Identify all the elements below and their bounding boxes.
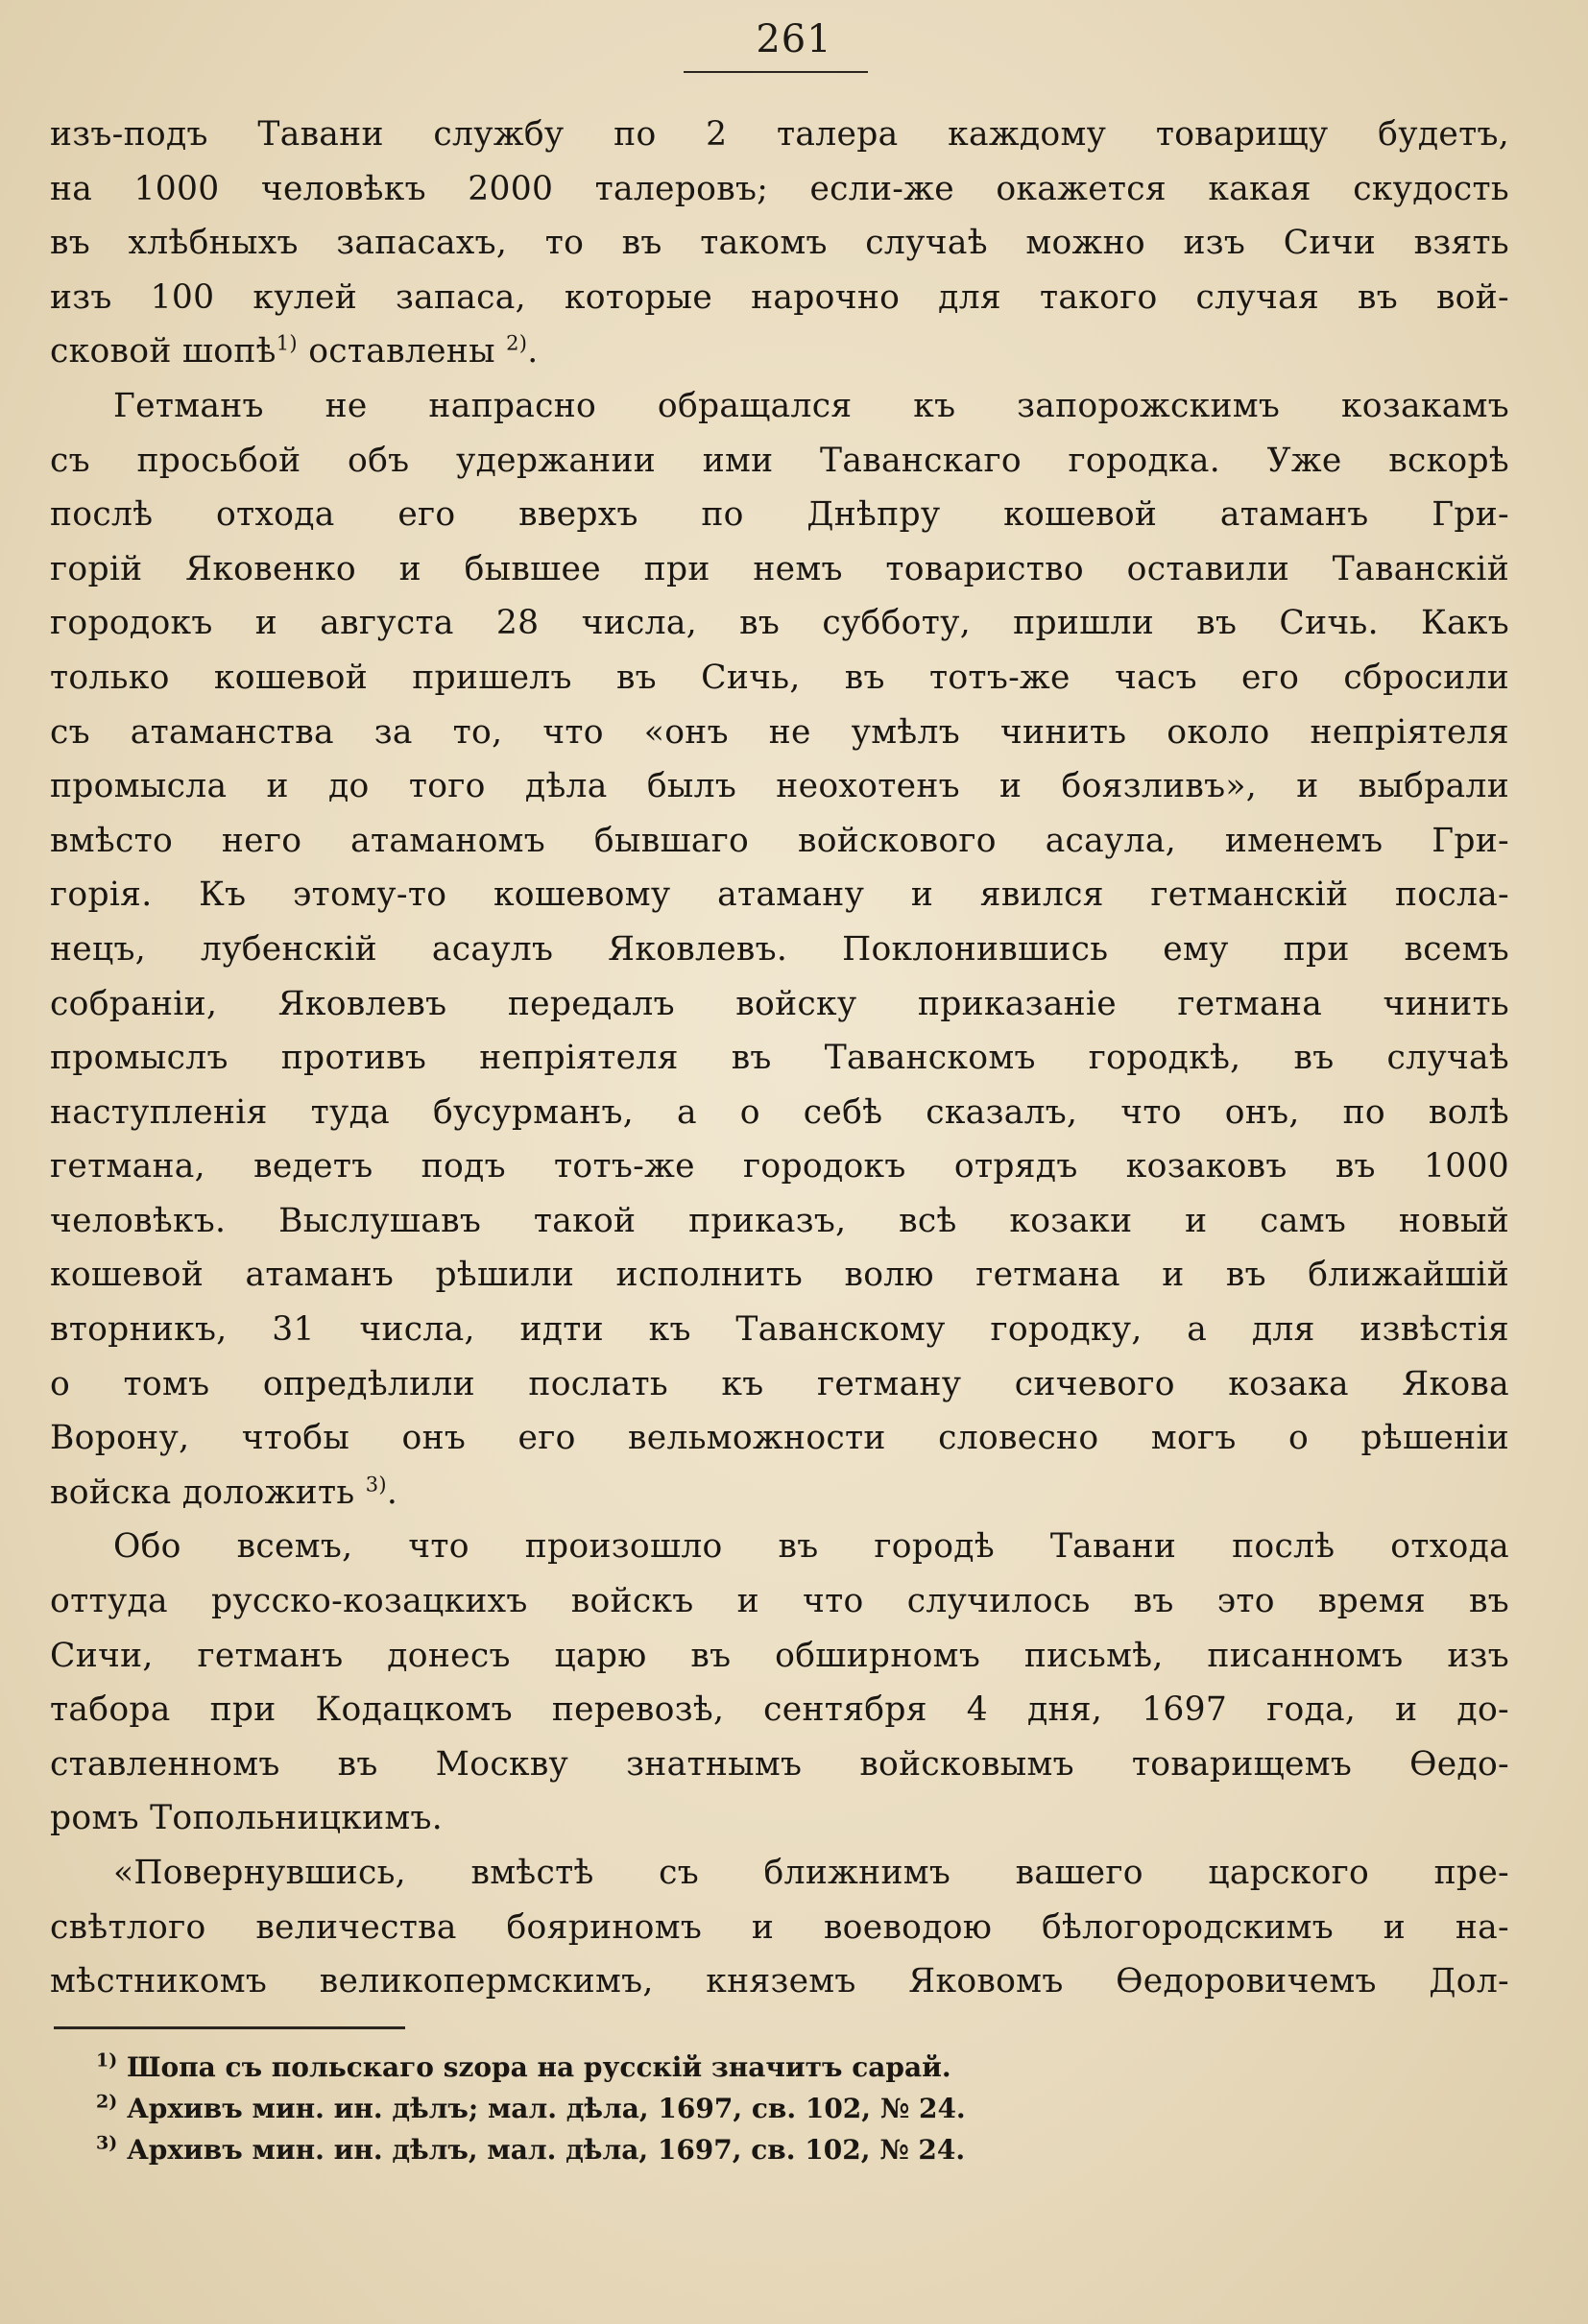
- line-text: «Повернувшись, вмѣстѣ съ ближнимъ вашего царского пре-: [113, 1854, 1509, 1892]
- paragraph: [50, 108, 1509, 379]
- line-text: Гетманъ не напрасно обращался къ запорожскимъ козакамъ: [113, 386, 1509, 425]
- text-line: [50, 922, 1509, 977]
- line-text: человѣкъ. Выслушавъ такой приказъ, всѣ козаки и самъ новый: [50, 1201, 1509, 1240]
- text-line: [50, 759, 1509, 814]
- line-text: изъ 100 кулей запаса, которые нарочно для такого случая въ вой-: [50, 277, 1509, 317]
- line-text: изъ-подъ Тавани службу по 2 талера каждому товарищу будетъ,: [50, 115, 1509, 154]
- text-line: [50, 271, 1509, 325]
- line-text: на 1000 человѣкъ 2000 талеровъ; если-же окажется какая скудость: [50, 169, 1509, 208]
- footnotes: [96, 2047, 1440, 2170]
- text-line: [50, 1629, 1509, 1684]
- line-text: свѣтлого величества бояриномъ и воеводою бѣлогородскимъ и на-: [50, 1907, 1509, 1947]
- text-line: [50, 1357, 1509, 1412]
- text-line: [50, 1791, 1509, 1846]
- text-line: [50, 1303, 1509, 1357]
- text-line: [50, 1411, 1509, 1466]
- line-text: промыслъ противъ непріятеля въ Таванскомъ городкѣ, въ случаѣ: [50, 1039, 1509, 1078]
- text-line: [50, 1194, 1509, 1249]
- line-text: Обо всемъ, что произошло въ городѣ Тавани послѣ отхода: [113, 1527, 1509, 1567]
- footnote-text: Архивъ мин. ин. дѣлъ, мал. дѣла, 1697, св. 102, № 24.: [117, 2134, 966, 2166]
- text-line: [50, 1248, 1509, 1303]
- line-text: горія. Къ этому-то кошевому атаману и явился гетманскій посла-: [50, 875, 1509, 915]
- text-line: [50, 108, 1509, 162]
- line-text: [354, 1473, 365, 1512]
- line-text: промысла и до того дѣла былъ неохотенъ и боязливъ», и выбрали: [50, 767, 1509, 806]
- line-text: .: [527, 332, 539, 371]
- line-text: вторникъ, 31 числа, идти къ Таванскому городку, а для извѣстія: [50, 1310, 1509, 1350]
- text-line: [50, 1574, 1509, 1629]
- line-text: войска доложить: [50, 1473, 355, 1512]
- footnote-rule: [54, 2026, 405, 2029]
- footnote-ref: 1): [276, 331, 298, 355]
- text-line: [50, 1901, 1509, 1955]
- text-line: [50, 542, 1509, 597]
- line-text: съ атаманства за то, что «онъ не умѣлъ чинить около непріятеля: [50, 712, 1509, 752]
- footnote: [96, 2129, 1440, 2170]
- footnote-text: Шопа съ польскаго szopa на русскій значитъ сарай.: [117, 2051, 951, 2083]
- text-line: [50, 1520, 1509, 1574]
- footnote: [96, 2047, 1440, 2088]
- line-text: нецъ, лубенскій асаулъ Яковлевъ. Поклонившись ему при всемъ: [50, 929, 1509, 969]
- text-line: [50, 651, 1509, 706]
- text-line: [50, 1031, 1509, 1086]
- footnote-ref: 3): [365, 1473, 387, 1497]
- text-line: [50, 1737, 1509, 1792]
- line-text: горій Яковенко и бывшее при немъ товариство оставили Таванскій: [50, 549, 1509, 588]
- text-line: [50, 488, 1509, 542]
- line-text: Сичи, гетманъ донесъ царю въ обширномъ письмѣ, писанномъ изъ: [50, 1636, 1509, 1675]
- footnote-ref: 2): [506, 331, 528, 355]
- line-text: наступленія туда бусурманъ, а о себѣ сказалъ, что онъ, по волѣ: [50, 1092, 1509, 1132]
- text-line: [50, 1086, 1509, 1140]
- text-line: [50, 1846, 1509, 1901]
- text-line: [50, 1466, 1509, 1521]
- text-line: [50, 216, 1509, 271]
- line-text: гетмана, ведетъ подъ тотъ-же городокъ отрядъ козаковъ въ 1000: [50, 1147, 1509, 1186]
- line-text: о томъ опредѣлили послать къ гетману сичевого козака Якова: [50, 1364, 1509, 1403]
- line-text: кошевой атаманъ рѣшили исполнить волю гетмана и въ ближайшій: [50, 1256, 1509, 1295]
- line-text: ставленномъ въ Москву знатнымъ войсковымъ товарищемъ Өедо-: [50, 1744, 1509, 1784]
- text-line: [50, 977, 1509, 1032]
- line-text: вмѣсто него атаманомъ бывшаго войскового асаула, именемъ Гри-: [50, 821, 1509, 860]
- footnote: [96, 2088, 1440, 2129]
- text-line: [50, 162, 1509, 217]
- text-line: [50, 868, 1509, 922]
- line-text: городокъ и августа 28 числа, въ субботу, пришли въ Сичь. Какъ: [50, 604, 1509, 643]
- line-text: собраніи, Яковлевъ передалъ войску приказаніе гетмана чинить: [50, 984, 1509, 1023]
- line-text: ромъ Топольницкимъ.: [50, 1799, 444, 1838]
- text-line: [50, 434, 1509, 489]
- paragraph: [50, 1846, 1509, 2009]
- page-number: 261: [756, 17, 832, 61]
- line-text: .: [386, 1473, 398, 1512]
- text-line: [50, 379, 1509, 434]
- paragraph: [50, 1520, 1509, 1846]
- footnote-text: Архивъ мин. ин. дѣлъ; мал. дѣла, 1697, св. 102, № 24.: [117, 2093, 966, 2124]
- line-text: оттуда русско-козацкихъ войскъ и что случилось въ это время въ: [50, 1582, 1509, 1621]
- page-number-rule: [684, 71, 868, 73]
- text-line: [50, 324, 1509, 379]
- line-text: послѣ отхода его вверхъ по Днѣпру кошевой атаманъ Гри-: [50, 495, 1509, 535]
- text-line: [50, 706, 1509, 760]
- line-text: сковой шопѣ: [50, 332, 277, 371]
- text-line: [50, 814, 1509, 869]
- line-text: мѣстникомъ великопермскимъ, княземъ Яковомъ Өедоровичемъ Дол-: [50, 1962, 1509, 2001]
- text-line: [50, 596, 1509, 651]
- text-line: [50, 1139, 1509, 1194]
- line-text: табора при Кодацкомъ перевозѣ, сентября 4 дня, 1697 года, и до-: [50, 1690, 1509, 1730]
- line-text: Ворону, чтобы онъ его вельможности словесно могъ о рѣшеніи: [50, 1419, 1509, 1458]
- line-text: съ просьбой объ удержании ими Таванскаго городка. Уже вскорѣ: [50, 441, 1509, 480]
- text-line: [50, 1683, 1509, 1737]
- body-text: [50, 108, 1509, 2009]
- line-text: только кошевой пришелъ въ Сичь, въ тотъ-же часъ его сбросили: [50, 658, 1509, 697]
- text-line: [50, 1954, 1509, 2009]
- line-text: въ хлѣбныхъ запасахъ, то въ такомъ случаѣ можно изъ Сичи взять: [50, 224, 1509, 263]
- paragraph: [50, 379, 1509, 1520]
- footnote-mark: 2): [96, 2091, 118, 2113]
- line-text: оставлены: [297, 332, 507, 371]
- footnote-mark: 1): [96, 2049, 118, 2072]
- footnote-mark: 3): [96, 2132, 118, 2154]
